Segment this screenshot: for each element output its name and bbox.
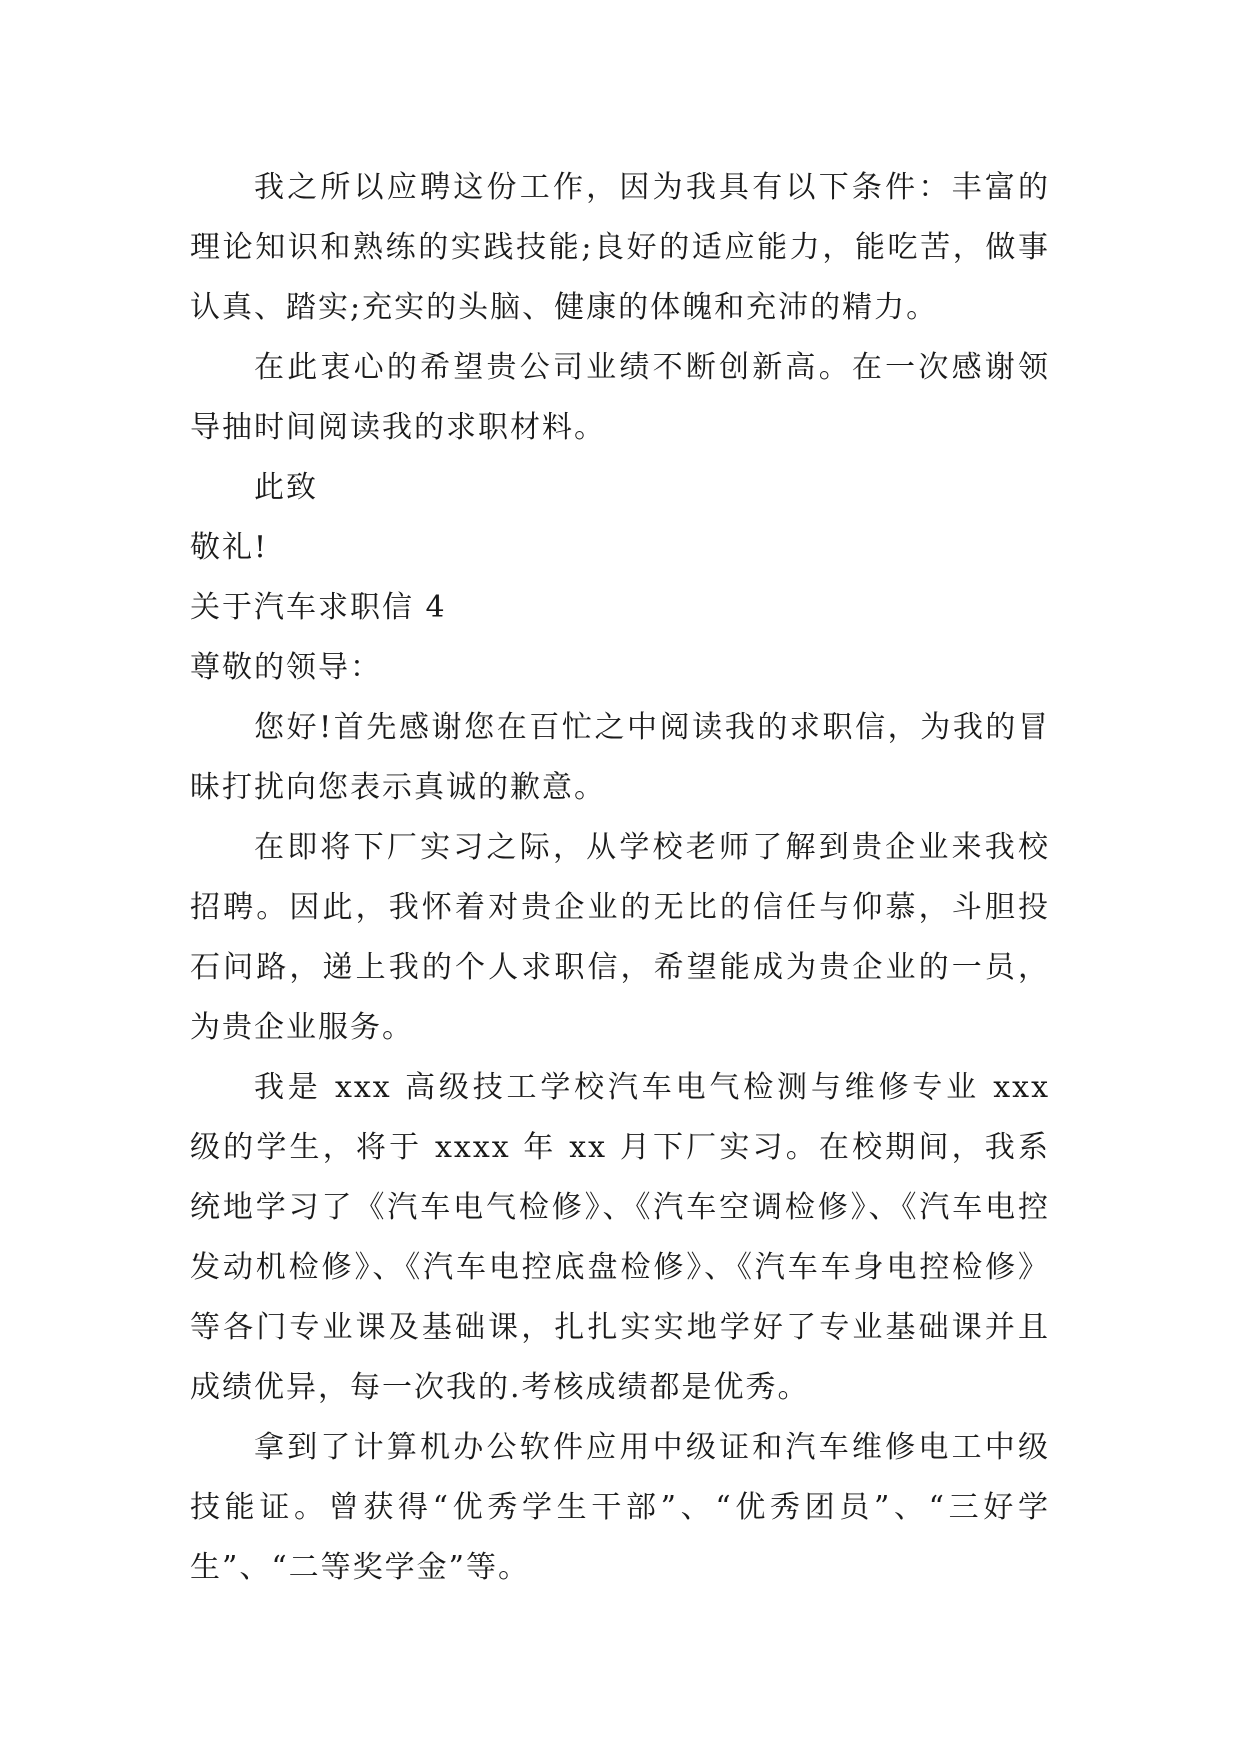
paragraph-greeting: 您好!首先感谢您在百忙之中阅读我的求职信，为我的冒昧打扰向您表示真诚的歉意。 <box>190 710 1050 805</box>
paragraph-qualifications: 我之所以应聘这份工作，因为我具有以下条件：丰富的理论知识和熟练的实践技能;良好的适应能力，能吃苦，做事认真、踏实;充实的头脑、健康的体魄和充沛的精力。 <box>190 170 1050 325</box>
paragraph-certificates: 拿到了计算机办公软件应用中级证和汽车维修电工中级技能证。曾获得“优秀学生干部”、“优秀团员”、“三好学生”、“二等奖学金”等。 <box>190 1430 1050 1585</box>
salutation: 尊敬的领导： <box>190 650 382 685</box>
section-title: 关于汽车求职信 4 <box>190 590 447 625</box>
paragraph-intent: 在即将下厂实习之际，从学校老师了解到贵企业来我校招聘。因此，我怀着对贵企业的无比的信任与仰慕，斗胆投石问路，递上我的个人求职信，希望能成为贵企业的一员，为贵企业服务。 <box>190 830 1050 1045</box>
closing-cizhi: 此致 <box>254 470 318 505</box>
document-page <box>190 158 1050 1598</box>
closing-jingli: 敬礼! <box>190 530 269 565</box>
paragraph-education: 我是 xxx 高级技工学校汽车电气检测与维修专业 xxx 级的学生，将于 xxxx 年 xx 月下厂实习。在校期间，我系统地学习了《汽车电气检修》、《汽车空调检修》、《汽车电控发动机检修》、《汽车电控底盘检修》、《汽车车身电控检修》等各门专业课及基础课，扎扎实实地学好了专业基础课并且成绩优异，每一次我的.考核成绩都是优秀。 <box>190 1070 1050 1405</box>
paragraph-thanks: 在此衷心的希望贵公司业绩不断创新高。在一次感谢领导抽时间阅读我的求职材料。 <box>190 350 1050 445</box>
